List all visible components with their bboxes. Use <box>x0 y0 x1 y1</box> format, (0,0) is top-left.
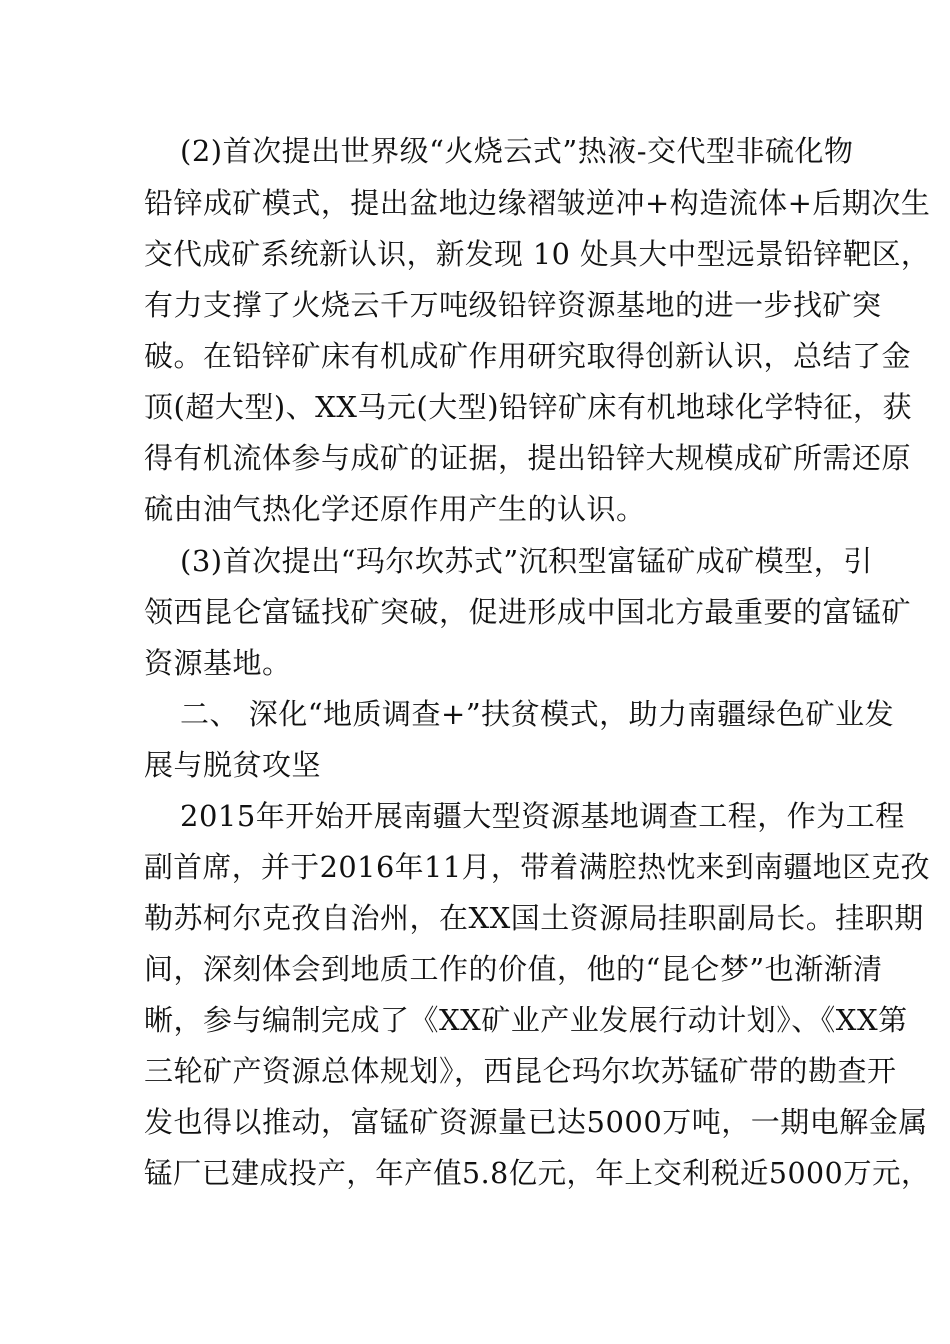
paragraph-1-line-7: 得有机流体参与成矿的证据，提出铅锌大规模成矿所需还原 <box>144 441 912 475</box>
paragraph-2-line-3: 资源基地。 <box>144 646 292 680</box>
paragraph-1-line-3: 交代成矿系统新认识，新发现 10 处具大中型远景铅锌靶区， <box>144 237 931 271</box>
paragraph-4-line-7: 发也得以推动，富锰矿资源量已达5000万吨，一期电解金属 <box>144 1105 928 1139</box>
paragraph-4-line-1: 2015年开始开展南疆大型资源基地调查工程，作为工程 <box>180 799 905 833</box>
section-heading-line-1: 二、 深化“地质调查+”扶贫模式，助力南疆绿色矿业发 <box>180 697 895 731</box>
paragraph-4-line-6: 三轮矿产资源总体规划》，西昆仑玛尔坎苏锰矿带的勘查开 <box>144 1054 897 1088</box>
paragraph-1-line-2: 铅锌成矿模式，提出盆地边缘褶皱逆冲+构造流体+后期次生 <box>144 186 931 220</box>
paragraph-2-line-2: 领西昆仑富锰找矿突破，促进形成中国北方最重要的富锰矿 <box>144 595 912 629</box>
section-heading-line-2: 展与脱贫攻坚 <box>144 748 322 782</box>
paragraph-1-line-5: 破。在铅锌矿床有机成矿作用研究取得创新认识，总结了金 <box>144 339 912 373</box>
paragraph-1-line-8: 硫由油气热化学还原作用产生的认识。 <box>144 492 646 526</box>
paragraph-1-line-4: 有力支撑了火烧云千万吨级铅锌资源基地的进一步找矿突 <box>144 288 882 322</box>
paragraph-4-line-4: 间，深刻体会到地质工作的价值，他的“昆仑梦”也渐渐清 <box>144 952 883 986</box>
paragraph-4-line-8: 锰厂已建成投产，年产值5.8亿元，年上交利税近5000万元， <box>144 1156 930 1190</box>
paragraph-4-line-2: 副首席，并于2016年11月，带着满腔热忱来到南疆地区克孜 <box>144 850 930 884</box>
paragraph-4-line-3: 勒苏柯尔克孜自治州，在XX国土资源局挂职副局长。挂职期 <box>144 901 924 935</box>
paragraph-4-line-5: 晰，参与编制完成了《XX矿业产业发展行动计划》、《XX第 <box>144 1003 908 1037</box>
paragraph-2-line-1: (3)首次提出“玛尔坎苏式”沉积型富锰矿成矿模型，引 <box>180 544 873 578</box>
paragraph-1-line-6: 顶(超大型)、XX马元(大型)铅锌矿床有机地球化学特征，获 <box>144 390 913 424</box>
paragraph-1-line-1: (2)首次提出世界级“火烧云式”热液-交代型非硫化物 <box>180 134 854 168</box>
